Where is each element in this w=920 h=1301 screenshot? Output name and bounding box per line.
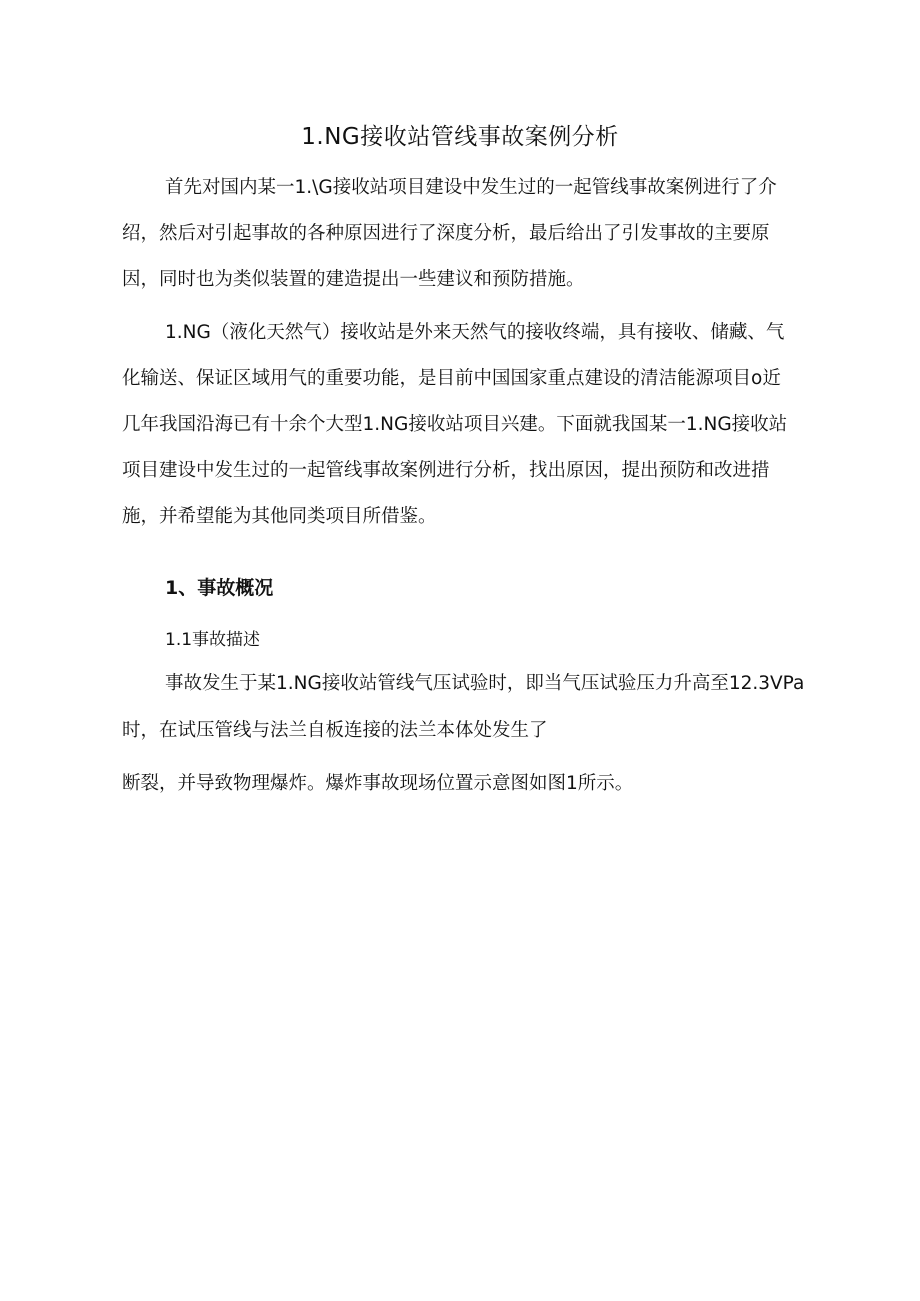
background-line-1: 1.NG（液化天然气）接收站是外来天然气的接收终端，具有接收、储藏、气 [165, 322, 785, 343]
description-line-1: 事故发生于某1.NG接收站管线气压试验时，即当气压试验压力升高至12.3VPa [165, 673, 805, 694]
description-line-2: 时，在试压管线与法兰自板连接的法兰本体处发生了 [122, 720, 548, 741]
background-line-4: 项目建设中发生过的一起管线事故案例进行分析，找出原因，提出预防和改进措 [122, 460, 770, 481]
section-1-1-heading: 1.1事故描述 [165, 630, 261, 650]
intro-line-2: 绍，然后对引起事故的各种原因进行了深度分析，最后给出了引发事故的主要原 [122, 223, 770, 244]
intro-line-3: 因，同时也为类似装置的建造提出一些建议和预防措施。 [122, 269, 585, 290]
section-1-heading: 1、事故概况 [165, 577, 274, 599]
document-title: 1.NG接收站管线事故案例分析 [301, 124, 619, 150]
background-line-5: 施，并希望能为其他同类项目所借鉴。 [122, 506, 437, 527]
description-line-3: 断裂，并导致物理爆炸。爆炸事故现场位置示意图如图1所示。 [122, 773, 634, 794]
intro-line-1: 首先对国内某一1.\G接收站项目建设中发生过的一起管线事故案例进行了介 [165, 177, 777, 198]
background-line-2: 化输送、保证区域用气的重要功能，是目前中国国家重点建设的清洁能源项目o近 [122, 368, 781, 389]
background-line-3: 几年我国沿海已有十余个大型1.NG接收站项目兴建。下面就我国某一1.NG接收站 [122, 414, 788, 435]
